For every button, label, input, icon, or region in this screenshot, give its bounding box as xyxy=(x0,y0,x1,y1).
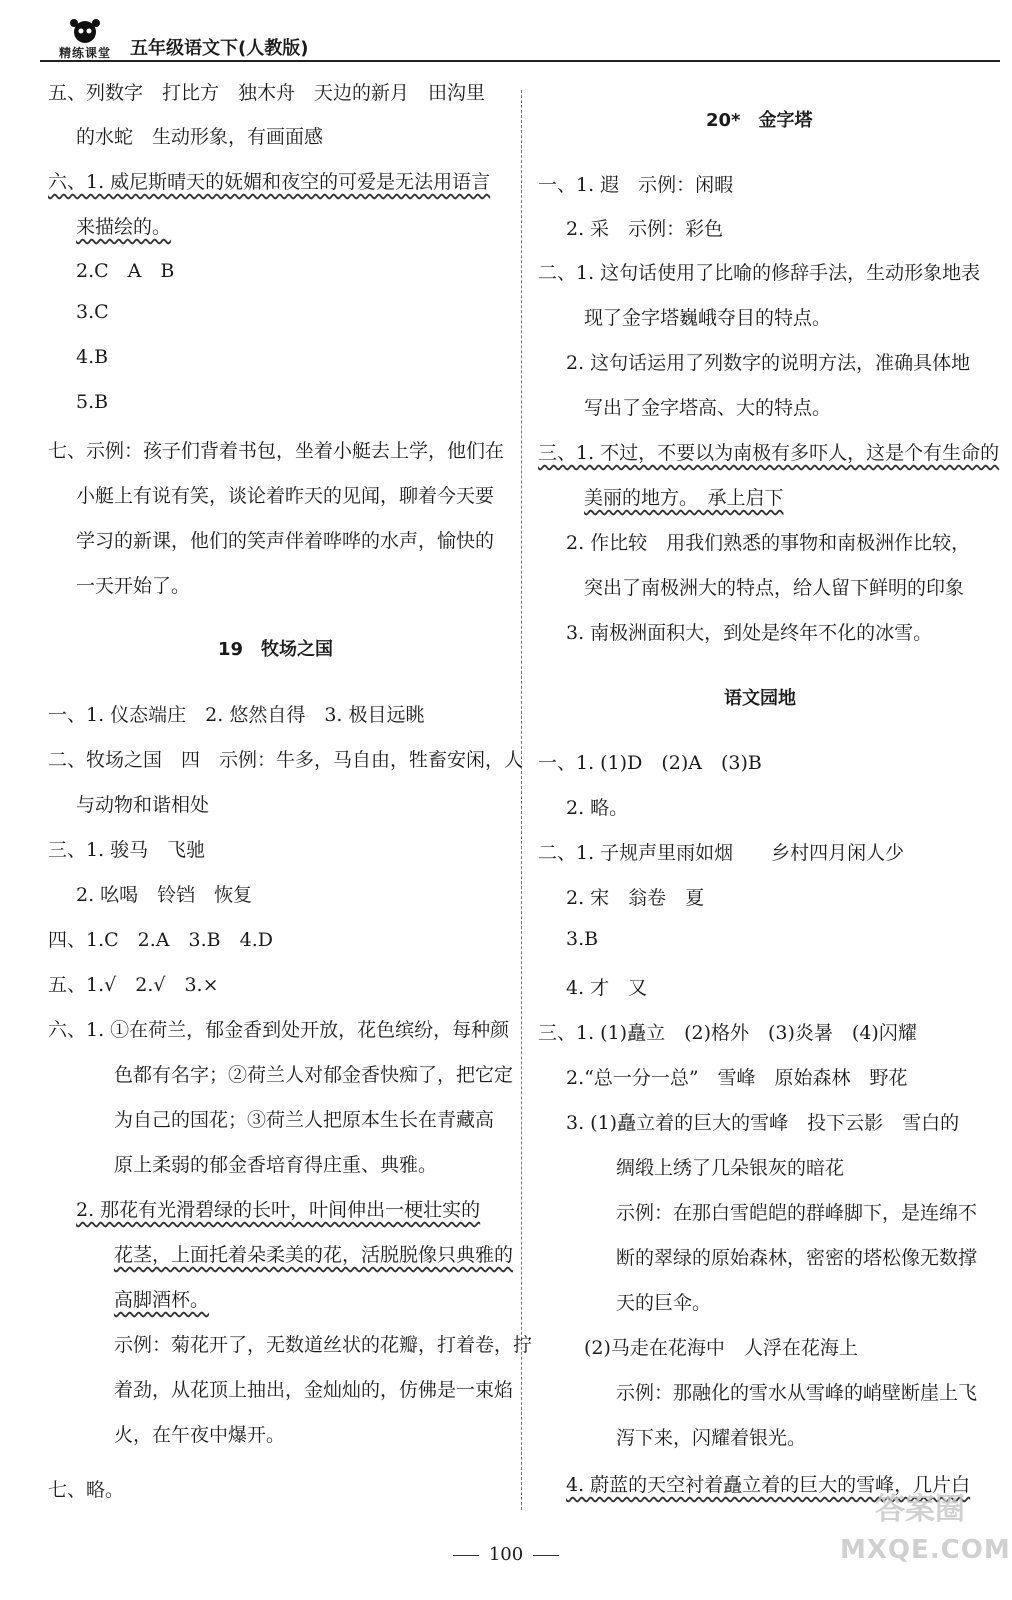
answer-line: 五、列数字 打比方 独木舟 天边的新月 田沟里 xyxy=(48,82,486,104)
answer-line: 一、1. 仪态端庄 2. 悠然自得 3. 极目远眺 xyxy=(48,704,425,726)
answer-line: 3. (1)矗立着的巨大的雪峰 投下云影 雪白的 xyxy=(566,1112,960,1134)
answer-line: 二、1. 子规声里雨如烟 乡村四月闲人少 xyxy=(538,842,905,864)
book-title: 五年级语文下(人教版) xyxy=(130,38,309,59)
answer-line: 原上柔弱的郁金香培育得庄重、典雅。 xyxy=(114,1154,438,1176)
answer-line: 三、1. (1)矗立 (2)格外 (3)炎暑 (4)闪耀 xyxy=(538,1022,917,1044)
answer-line: 2. 略。 xyxy=(566,797,629,819)
page-number-value: 100 xyxy=(488,1544,524,1565)
answer-line: (2)马走在花海中 人浮在花海上 xyxy=(584,1337,858,1359)
answer-line: 3.B xyxy=(566,928,599,950)
answer-line: 泻下来，闪耀着银光。 xyxy=(616,1427,807,1449)
answer-line: 绸缎上绣了几朵银灰的暗花 xyxy=(616,1157,845,1179)
answer-line: 六、1. 威尼斯晴天的妩媚和夜空的可爱是无法用语言 xyxy=(48,171,491,193)
answer-line: 突出了南极洲大的特点，给人留下鲜明的印象 xyxy=(584,577,965,599)
answer-line: 2.“总一分一总” 雪峰 原始森林 野花 xyxy=(566,1067,908,1089)
answer-line: 现了金字塔巍峨夺目的特点。 xyxy=(584,307,832,329)
answer-line: 着劲，从花顶上抽出，金灿灿的，仿佛是一束焰 xyxy=(114,1379,514,1401)
answer-line: 花茎，上面托着朵柔美的花，活脱脱像只典雅的 xyxy=(114,1244,514,1266)
answer-line: 的水蛇 生动形象，有画面感 xyxy=(76,126,324,148)
answer-line: 一、1. (1)D (2)A (3)B xyxy=(538,752,762,774)
answer-line: 来描绘的。 xyxy=(76,216,172,238)
answer-line: 示例：在那白雪皑皑的群峰脚下，是连绵不 xyxy=(616,1202,978,1224)
column-divider xyxy=(521,90,522,1510)
answer-line: 2.C A B xyxy=(76,260,175,282)
answer-line: 4.B xyxy=(76,346,109,368)
answer-line: 四、1.C 2.A 3.B 4.D xyxy=(48,929,273,951)
section-title: 语文园地 xyxy=(724,688,796,709)
answer-line: 2. 宋 翁卷 夏 xyxy=(566,887,705,909)
answer-line: 小艇上有说有笑，谈论着昨天的见闻，聊着今天要 xyxy=(76,485,495,507)
answer-line: 2. 那花有光滑碧绿的长叶，叶间伸出一梗壮实的 xyxy=(76,1199,481,1221)
answer-line: 高脚酒杯。 xyxy=(114,1289,210,1311)
page-number-dash xyxy=(533,1555,559,1556)
answer-line: 六、1. ①在荷兰，郁金香到处开放，花色缤纷，每种颜 xyxy=(48,1019,510,1041)
answer-line: 断的翠绿的原始森林，密密的塔松像无数撑 xyxy=(616,1247,978,1269)
section-title: 20* 金字塔 xyxy=(706,110,813,131)
answer-line: 火，在午夜中爆开。 xyxy=(114,1424,286,1446)
answer-line: 4. 才 又 xyxy=(566,977,648,999)
answer-line: 3.C xyxy=(76,301,109,323)
header-rule xyxy=(40,60,1000,62)
answer-line: 天的巨伞。 xyxy=(616,1292,712,1314)
answer-line: 2. 作比较 用我们熟悉的事物和南极洲作比较， xyxy=(566,532,971,554)
answer-line: 为自己的国花；③荷兰人把原本生长在青藏高 xyxy=(114,1109,495,1131)
answer-line: 三、1. 骏马 飞驰 xyxy=(48,839,206,861)
answer-line: 2. 这句话运用了列数字的说明方法，准确具体地 xyxy=(566,352,971,374)
book-logo xyxy=(50,18,120,62)
answer-line: 二、牧场之国 四 示例：牛多，马自由，牲畜安闲，人 xyxy=(48,749,524,771)
answer-line: 写出了金字塔高、大的特点。 xyxy=(584,397,832,419)
watermark-logo-text: 答案圈 xyxy=(875,1492,965,1527)
page-header xyxy=(40,18,1000,70)
answer-line: 2. 采 示例：彩色 xyxy=(566,218,724,240)
answer-line: 七、示例：孩子们背着书包，坐着小艇去上学，他们在 xyxy=(48,440,505,462)
answer-line: 5.B xyxy=(76,391,109,413)
answer-line: 4. 蔚蓝的天空衬着矗立着的巨大的雪峰，几片白 xyxy=(566,1474,971,1496)
section-title: 19 牧场之国 xyxy=(218,639,334,660)
watermark-url: MXQE.COM xyxy=(840,1535,1011,1565)
answer-line: 三、1. 不过，不要以为南极有多吓人，这是个有生命的 xyxy=(538,442,1000,464)
answer-line: 示例：菊花开了，无数道丝状的花瓣，打着卷，拧 xyxy=(114,1334,533,1356)
answer-line: 一、1. 遐 示例：闲暇 xyxy=(538,174,734,196)
page-number-dash xyxy=(453,1555,479,1556)
answer-line: 色都有名字；②荷兰人对郁金香快痴了，把它定 xyxy=(114,1064,514,1086)
answer-line: 一天开始了。 xyxy=(76,575,191,597)
answer-line: 3. 南极洲面积大，到处是终年不化的冰雪。 xyxy=(566,622,933,644)
watermark xyxy=(840,1490,1011,1590)
answer-line: 七、略。 xyxy=(48,1479,125,1501)
logo-text: 精练课堂 xyxy=(58,46,111,60)
answer-line: 五、1.√ 2.√ 3.× xyxy=(48,974,219,996)
answer-line: 二、1. 这句话使用了比喻的修辞手法，生动形象地表 xyxy=(538,262,981,284)
answer-line: 示例：那融化的雪水从雪峰的峭壁断崖上飞 xyxy=(616,1382,978,1404)
answer-line: 学习的新课，他们的笑声伴着哗哗的水声，愉快的 xyxy=(76,530,495,552)
answer-line: 美丽的地方。 承上启下 xyxy=(584,487,784,509)
answer-line: 2. 吆喝 铃铛 恢复 xyxy=(76,884,253,906)
answer-line: 与动物和谐相处 xyxy=(76,794,210,816)
